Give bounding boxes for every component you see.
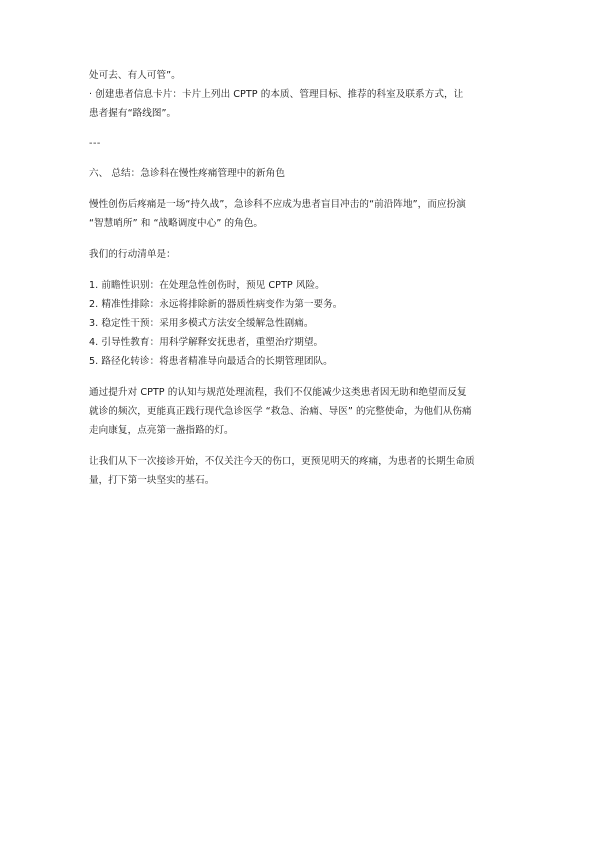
paragraph-line: 让我们从下一次接诊开始，不仅关注今天的伤口，更预见明天的疼痛，为患者的长期生命质 (89, 456, 475, 467)
checklist-item: 4. 引导性教育：用科学解释安抚患者，重塑治疗期望。 (89, 337, 324, 348)
paragraph-2 (89, 383, 509, 440)
checklist-item: 1. 前瞻性识别：在处理急性创伤时，预见 CPTP 风险。 (89, 280, 325, 291)
section-heading: 六、 总结：急诊科在慢性疼痛管理中的新角色 (89, 168, 285, 179)
section-separator: --- (89, 138, 101, 149)
paragraph-line: 慢性创伤后疼痛是一场“持久战”，急诊科不应成为患者盲目冲击的“前沿阵地”，而应扮演 (89, 199, 466, 210)
paragraph-line: 走向康复，点亮第一盏指路的灯。 (89, 425, 234, 436)
checklist-intro: 我们的行动清单是： (89, 249, 176, 260)
checklist-item: 5. 路径化转诊：将患者精准导向最适合的长期管理团队。 (89, 356, 333, 367)
action-checklist (89, 276, 509, 371)
paragraph-1 (89, 195, 509, 233)
intro-line: 处可去、有人可管”。 (89, 70, 181, 81)
paragraph-line: “智慧哨所” 和 “战略调度中心” 的角色。 (89, 218, 264, 229)
checklist-item: 3. 稳定性干预：采用多模式方法安全缓解急性剧痛。 (89, 318, 314, 329)
document-body (89, 66, 509, 490)
paragraph-line: 就诊的频次，更能真正践行现代急诊医学 “救急、治痛、导医” 的完整使命，为他们从伤痛 (89, 406, 472, 417)
intro-block (89, 66, 509, 123)
intro-line: · 创建患者信息卡片：卡片上列出 CPTP 的本质、管理目标、推荐的科室及联系方式，让 (89, 89, 464, 100)
checklist-item: 2. 精准性排除：永远将排除新的器质性病变作为第一要务。 (89, 299, 343, 310)
paragraph-line: 通过提升对 CPTP 的认知与规范处理流程，我们不仅能减少这类患者因无助和绝望而反复 (89, 387, 467, 398)
paragraph-line: 量，打下第一块坚实的基石。 (89, 475, 215, 486)
paragraph-3 (89, 452, 509, 490)
intro-line: 患者握有“路线图”。 (89, 108, 177, 119)
